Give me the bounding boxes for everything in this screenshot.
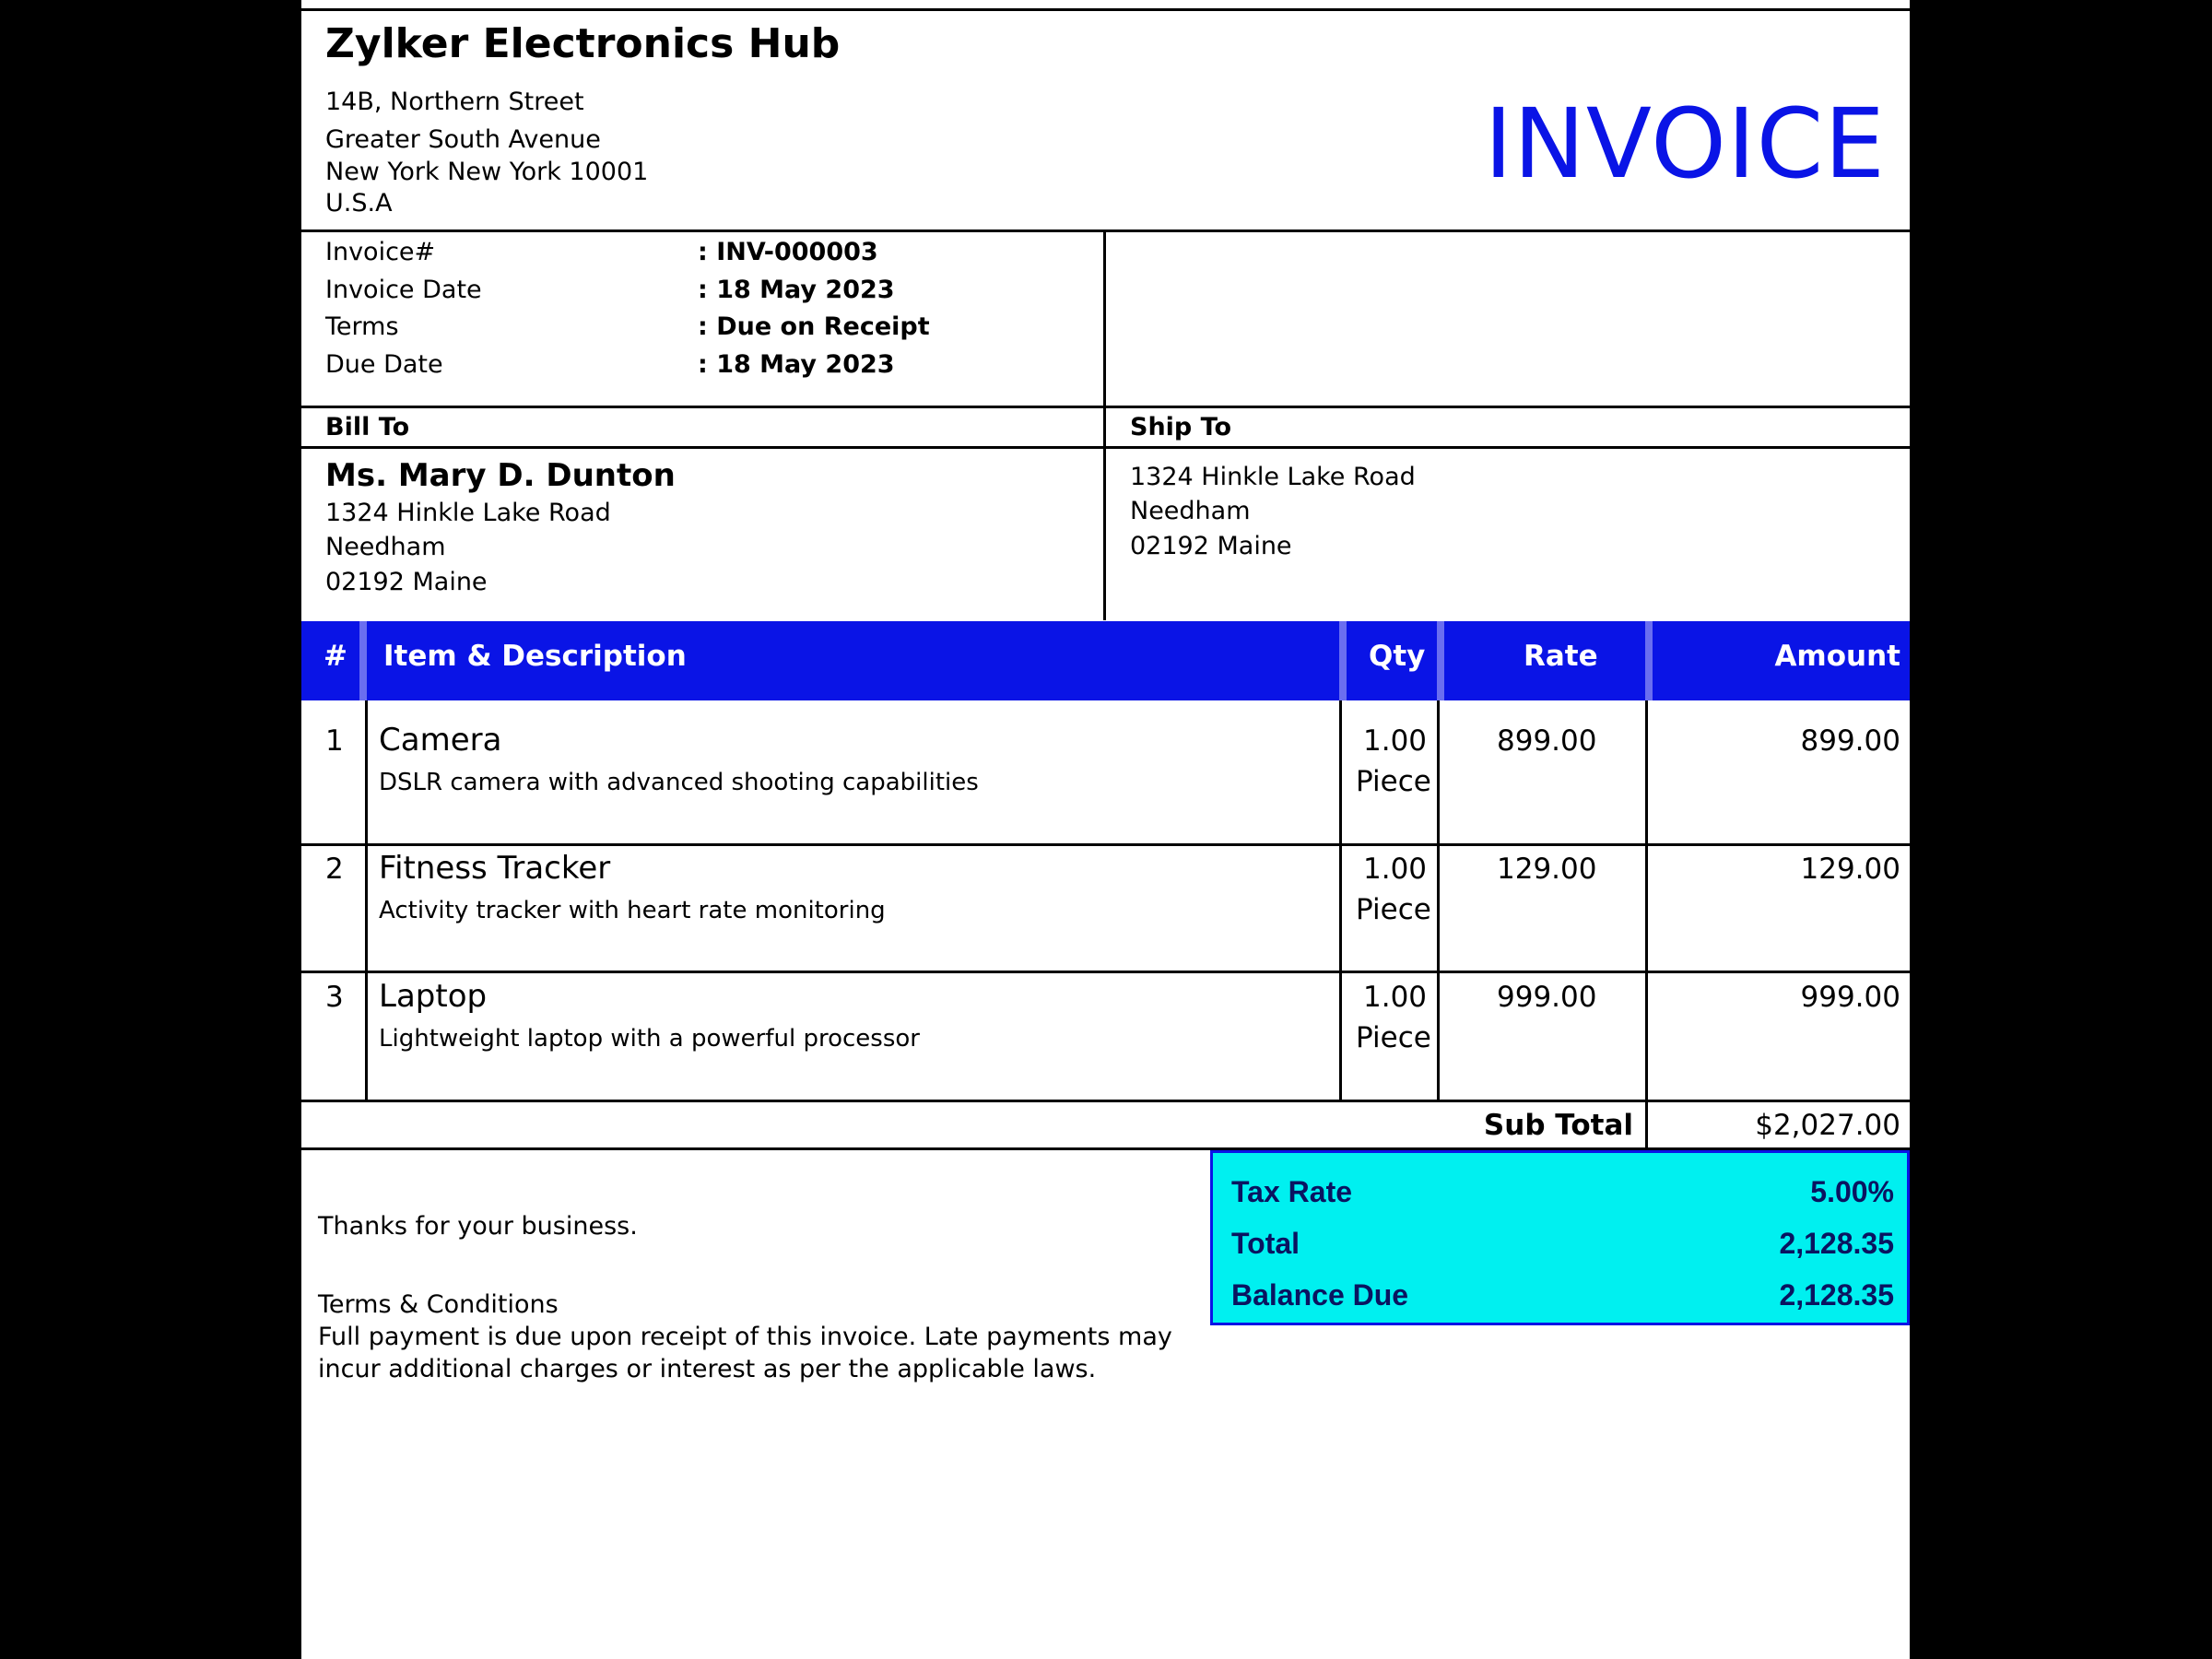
company-address-line: New York New York 10001 (325, 158, 649, 186)
totals-box (1210, 1150, 1910, 1325)
company-address-line: 14B, Northern Street (325, 88, 584, 116)
item-name: Camera (379, 722, 502, 759)
invoice-date-label: Invoice Date (325, 276, 482, 304)
bill-to-line: Needham (325, 533, 446, 561)
row-number: 2 (325, 853, 344, 886)
address-label-top-border (301, 406, 1910, 408)
company-address-line: Greater South Avenue (325, 125, 601, 154)
top-border (301, 8, 1910, 11)
invoice-number-label: Invoice# (325, 238, 436, 266)
item-unit: Piece (1356, 765, 1431, 798)
invoice-page (301, 0, 1910, 1659)
header-separator (359, 621, 367, 700)
item-rate: 999.00 (1497, 981, 1597, 1014)
item-qty: 1.00 (1363, 724, 1428, 758)
terms-value: : Due on Receipt (698, 312, 930, 341)
company-address-line: U.S.A (325, 189, 393, 218)
column-divider (1437, 700, 1440, 1101)
total-value: 2,128.35 (1779, 1227, 1894, 1260)
item-amount: 899.00 (1800, 724, 1900, 758)
ship-to-line: 02192 Maine (1130, 532, 1292, 560)
invoice-date-value: : 18 May 2023 (698, 276, 895, 304)
item-unit: Piece (1356, 1021, 1431, 1054)
item-rate: 899.00 (1497, 724, 1597, 758)
column-header-item: Item & Description (383, 640, 687, 673)
column-divider (365, 700, 368, 1101)
item-description: DSLR camera with advanced shooting capabilities (379, 769, 979, 796)
item-amount: 999.00 (1800, 981, 1900, 1014)
item-qty: 1.00 (1363, 981, 1428, 1014)
column-header-qty: Qty (1369, 640, 1426, 673)
address-label-bottom-border (301, 446, 1910, 449)
ship-to-line: 1324 Hinkle Lake Road (1130, 463, 1416, 491)
document-title: INVOICE (1484, 88, 1886, 200)
header-separator (1645, 621, 1653, 700)
company-name: Zylker Electronics Hub (325, 20, 841, 67)
bill-to-name: Ms. Mary D. Dunton (325, 457, 676, 494)
column-header-amount: Amount (1774, 640, 1900, 673)
tax-rate-value: 5.00% (1810, 1175, 1894, 1208)
ship-to-line: Needham (1130, 497, 1251, 525)
header-separator (1437, 621, 1444, 700)
bill-to-label: Bill To (325, 413, 410, 441)
item-rate: 129.00 (1497, 853, 1597, 886)
column-header-rate: Rate (1524, 640, 1598, 673)
row-divider (301, 843, 1910, 846)
item-amount: 129.00 (1800, 853, 1900, 886)
row-divider (301, 971, 1910, 973)
subtotal-label: Sub Total (1483, 1109, 1633, 1142)
bill-to-line: 02192 Maine (325, 568, 488, 596)
due-date-label: Due Date (325, 350, 443, 379)
row-number: 3 (325, 981, 344, 1014)
item-unit: Piece (1356, 893, 1431, 926)
column-divider (1645, 700, 1648, 1150)
item-name: Fitness Tracker (379, 850, 611, 887)
due-date-value: : 18 May 2023 (698, 350, 895, 379)
tax-rate-label: Tax Rate (1231, 1175, 1353, 1208)
balance-due-value: 2,128.35 (1779, 1278, 1894, 1312)
row-number: 1 (325, 724, 344, 758)
column-header-number: # (324, 640, 347, 673)
terms-label: Terms (325, 312, 399, 341)
bill-to-line: 1324 Hinkle Lake Road (325, 499, 611, 527)
thanks-note: Thanks for your business. (318, 1212, 638, 1241)
invoice-number-value: : INV-000003 (698, 238, 878, 266)
item-description: Activity tracker with heart rate monitoring (379, 897, 886, 924)
item-name: Laptop (379, 978, 488, 1015)
terms-title: Terms & Conditions (318, 1290, 559, 1319)
row-divider (301, 1100, 1910, 1102)
terms-line: Full payment is due upon receipt of this invoice. Late payments may (318, 1323, 1172, 1351)
meta-column-divider (1103, 229, 1106, 620)
header-separator (1339, 621, 1347, 700)
item-description: Lightweight laptop with a powerful processor (379, 1025, 920, 1053)
subtotal-value: $2,027.00 (1755, 1109, 1900, 1142)
column-divider (1339, 700, 1342, 1101)
item-qty: 1.00 (1363, 853, 1428, 886)
total-label: Total (1231, 1227, 1300, 1260)
terms-line: incur additional charges or interest as per the applicable laws. (318, 1355, 1097, 1383)
balance-due-label: Balance Due (1231, 1278, 1409, 1312)
table-header (301, 621, 1910, 700)
ship-to-label: Ship To (1130, 413, 1232, 441)
